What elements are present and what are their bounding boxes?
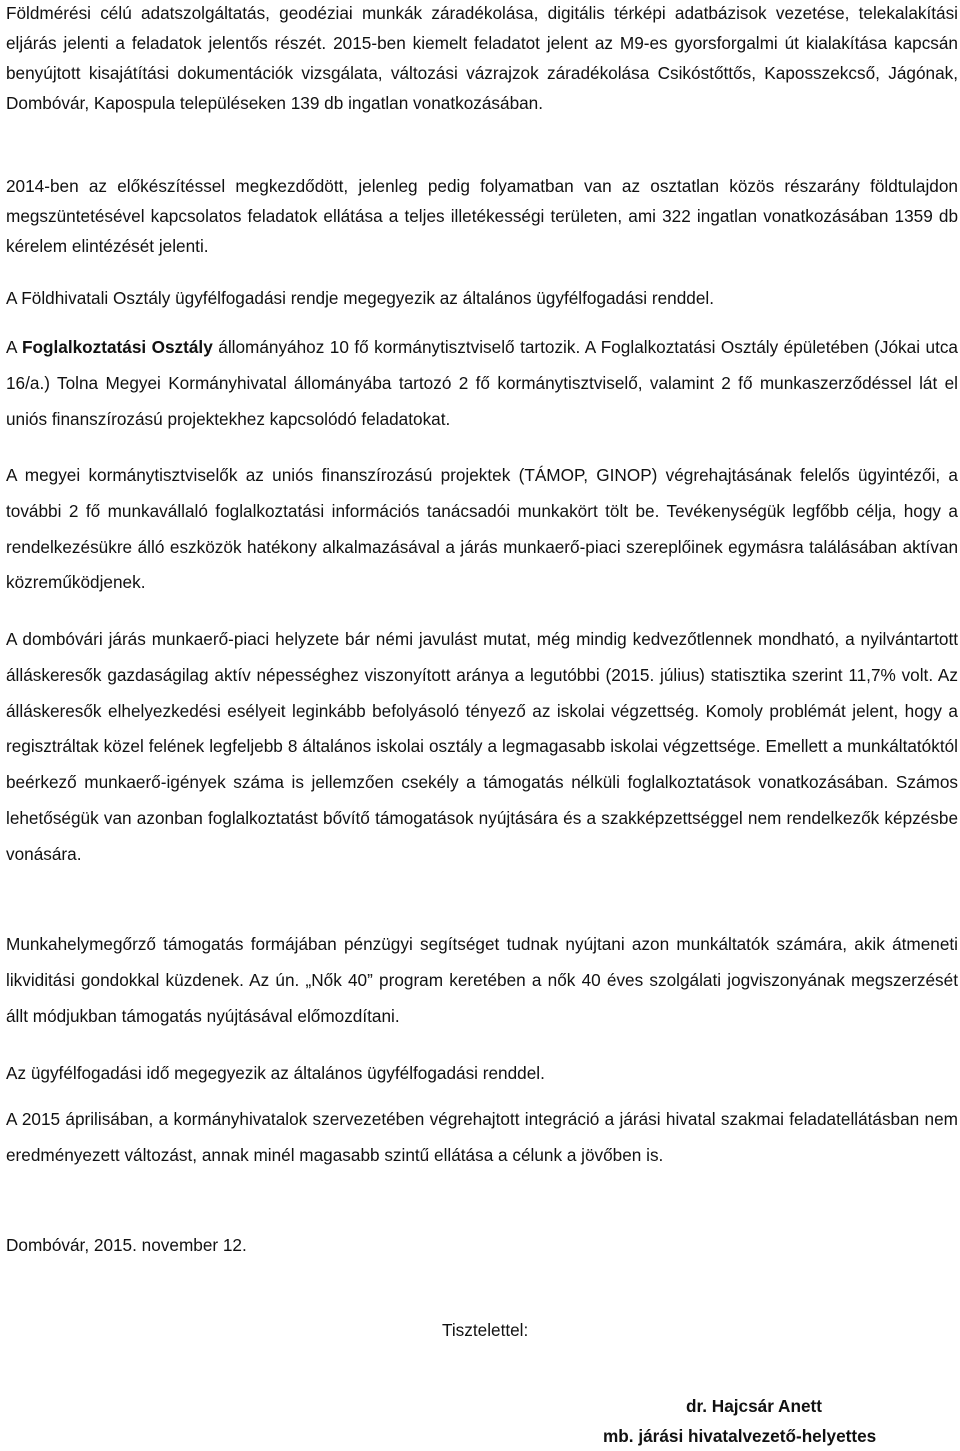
closing-salutation: Tisztelettel:	[442, 1320, 529, 1340]
date-line: Dombóvár, 2015. november 12.	[6, 1235, 247, 1255]
paragraph-employment-department	[6, 330, 958, 437]
paragraph-joint-ownership: 2014-ben az előkészítéssel megkezdődött, jelenleg pedig folyamatban van az osztatlan közös részarány földtulajdon megszüntetésével kapcsolatos feladatok ellátása a teljes illetékességi területen, ami 322 ingatlan vonatkozásában 1359 db kérelem elintézését jelenti.	[6, 176, 958, 256]
paragraph-land-office-hours: A Földhivatali Osztály ügyfélfogadási rendje megegyezik az általános ügyfélfogadási renddel.	[6, 288, 714, 308]
paragraph-client-hours: Az ügyfélfogadási idő megegyezik az általános ügyfélfogadási renddel.	[6, 1063, 545, 1083]
department-name-bold: Foglalkoztatási Osztály	[22, 337, 213, 357]
paragraph-text: állományához 10 fő kormánytisztviselő tartozik. A Foglalkoztatási Osztály épületében (Jókai utca 16/a.) Tolna Megyei Kormányhivatal állományába tartozó 2 fő kormánytisztviselő, valamint 2 fő munkaszerződéssel lát el uniós finanszírozású projektekhez kapcsolódó feladatokat.	[6, 337, 958, 429]
paragraph-land-survey: Földmérési célú adatszolgáltatás, geodéziai munkák záradékolása, digitális térképi adatbázisok vezetése, telekalakítási eljárás jelenti a feladatok jelentős részét. 2015-ben kiemelt feladatot jelent az M9-es gyorsforgalmi út kialakítása kapcsán benyújtott kisajátítási dokumentációk vizsgálata, változási vázrajzok záradékolása Csikóstőttős, Kaposszekcső, Jágónak, Dombóvár, Kapospula településeken 139 db ingatlan vonatkozásában.	[6, 3, 958, 113]
paragraph-job-retention: Munkahelymegőrző támogatás formájában pénzügyi segítséget tudnak nyújtani azon munkáltatók számára, akik átmeneti likviditási gondokkal küzdenek. Az ún. „Nők 40” program keretében a nők 40 éves szolgálati jogviszonyának megszerzését állt módjukban támogatás nyújtásával előmozdítani.	[6, 934, 958, 1026]
paragraph-text: A	[6, 337, 22, 357]
signature-name: dr. Hajcsár Anett	[686, 1396, 822, 1416]
paragraph-eu-projects: A megyei kormánytisztviselők az uniós finanszírozású projektek (TÁMOP, GINOP) végrehajtásának felelős ügyintézői, a további 2 fő munkavállaló foglalkoztatási információs tanácsadói munkakört tölt be. Tevékenységük legfőbb célja, hogy a rendelkezésükre álló eszközök hatékony alkalmazásával a járás munkaerő-piaci szereplőinek egymásra találásában aktívan közreműködjenek.	[6, 465, 958, 593]
paragraph-integration: A 2015 áprilisában, a kormányhivatalok szervezetében végrehajtott integráció a járási hivatal szakmai feladatellátásban nem eredményezett változást, annak minél magasabb szintű ellátása a célunk a jövőben is.	[6, 1109, 958, 1165]
paragraph-labour-market: A dombóvári járás munkaerő-piaci helyzete bár némi javulást mutat, még mindig kedvezőtlennek mondható, a nyilvántartott álláskeresők gazdaságilag aktív népességhez viszonyított aránya a legutóbbi (2015. július) statisztika szerint 11,7% volt. Az álláskeresők elhelyezkedési esélyeit leginkább befolyásoló tényező az iskolai végzettség. Komoly problémát jelent, hogy a regisztráltak közel felének legfeljebb 8 általános iskolai osztály a legmagasabb iskolai végzettsége. Emellett a munkáltatóktól beérkező munkaerő-igények száma is jellemzően csekély a támogatás nélküli foglalkoztatások vonatkozásában. Számos lehetőségük van azonban foglalkoztatást bővítő támogatások nyújtására és a szakképzettséggel nem rendelkezők képzésbe vonására.	[6, 629, 958, 864]
signature-title: mb. járási hivatalvezető-helyettes	[603, 1426, 877, 1446]
